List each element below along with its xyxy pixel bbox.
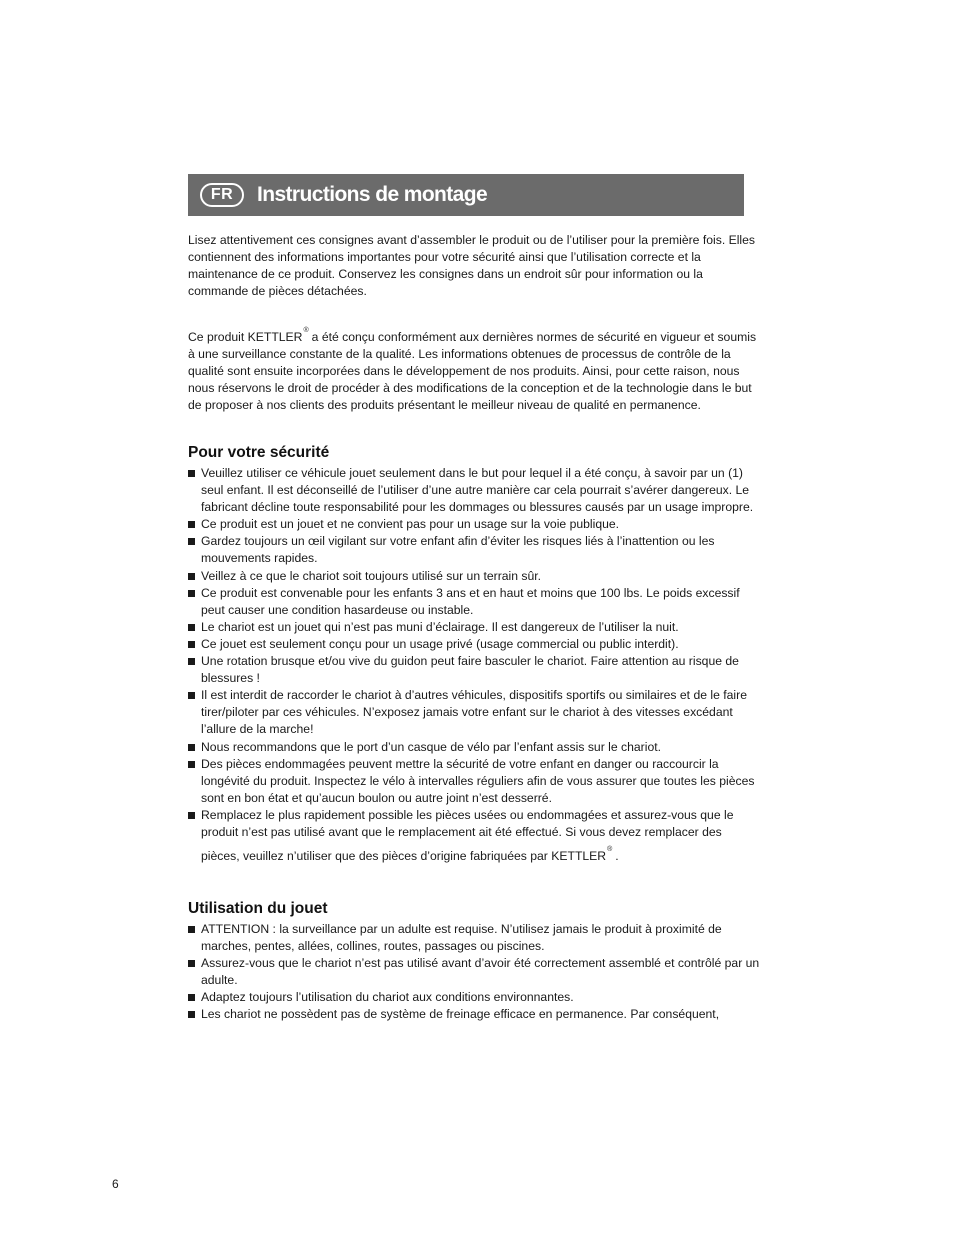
list-item: Assurez-vous que le chariot n’est pas utilisé avant d’avoir été correctement assemblé et contrôlé par un adulte. <box>188 955 763 989</box>
list-item <box>188 807 763 865</box>
list-item: Les chariot ne possèdent pas de système de freinage efficace en permanence. Par conséquent, <box>188 1006 763 1023</box>
list-item: Des pièces endommagées peuvent mettre la sécurité de votre enfant en danger ou raccourcir la longévité du produit. Inspectez le vélo à intervalles réguliers afin de vous assurer que toutes les pièces sont en bon état et qu’aucun boulon ou autre joint n’est desserré. <box>188 756 763 807</box>
safety-list <box>188 465 763 865</box>
list-item: ATTENTION : la surveillance par un adulte est requise. N’utilisez jamais le produit à proximité de marches, pentes, allées, collines, routes, passages ou piscines. <box>188 921 763 955</box>
language-badge: FR <box>200 183 244 207</box>
usage-list <box>188 921 763 1024</box>
list-item: Veillez à ce que le chariot soit toujours utilisé sur un terrain sûr. <box>188 568 763 585</box>
list-item-text: Remplacez le plus rapidement possible les pièces usées ou endommagées et assurez-vous que le produit n’est pas utilisé avant que le remplacement ait été effectué. Si vous devez remplacer des pièces, veuillez n’utiliser que des pièces d’origine fabriquées par KETTLER <box>201 807 734 864</box>
usage-heading: Utilisation du jouet <box>188 900 328 917</box>
list-item: Gardez toujours un œil vigilant sur votre enfant afin d’éviter les risques liés à l’inattention ou les mouvements rapides. <box>188 533 763 567</box>
section-banner <box>188 174 744 216</box>
list-item: Ce jouet est seulement conçu pour un usage privé (usage commercial ou public interdit). <box>188 636 763 653</box>
list-item: Il est interdit de raccorder le chariot à d’autres véhicules, dispositifs sportifs ou similaires et de le faire tirer/piloter par ces véhicules. N’exposez jamais votre enfant sur le chariot à des vitesses excédant l’allure de la marche! <box>188 687 763 738</box>
safety-list-block <box>188 465 763 865</box>
registered-mark: ® <box>303 327 309 334</box>
safety-heading: Pour votre sécurité <box>188 444 330 461</box>
list-item: Ce produit est convenable pour les enfants 3 ans et en haut et moins que 100 lbs. Le poids excessif peut causer une condition hasardeuse ou instable. <box>188 585 763 619</box>
product-text-start: Ce produit KETTLER <box>188 330 303 344</box>
intro-text: Lisez attentivement ces consignes avant d’assembler le produit ou de l’utiliser pour la première fois. Elles contiennent des informations importantes pour votre sécurité ainsi que l’utilisation correcte et la maintenance de ce produit. Conservez les consignes dans un endroit sûr pour information ou la commande de pièces détachées. <box>188 233 756 299</box>
product-text <box>188 322 763 414</box>
product-text-rest: a été conçu conformément aux dernières normes de sécurité en vigueur et soumis à une surveillance constante de la qualité. Les informations obtenues de processus de contrôle de la qualité sont ensuite incorporées dans le développement de nos produits. Ainsi, pour cette raison, nous nous réservons le droit de procéder à des modifications de la conception et de la technologie dans le but de proposer à nos clients des produits présentant le meilleur niveau de qualité en permanence. <box>188 330 757 413</box>
list-item: Ce produit est un jouet et ne convient pas pour un usage sur la voie publique. <box>188 516 763 533</box>
list-item: Adaptez toujours l’utilisation du chariot aux conditions environnantes. <box>188 989 763 1006</box>
list-item: Veuillez utiliser ce véhicule jouet seulement dans le but pour lequel il a été conçu, à savoir par un (1) seul enfant. Il est déconseillé de l’utiliser d’une autre manière car cela pourrait s’avérer dangereux. Le fabricant décline toute responsabilité pour les dommages ou blessures causés par un usage impropre. <box>188 465 763 516</box>
usage-list-block <box>188 921 763 1024</box>
product-paragraph <box>188 322 763 414</box>
list-item: Le chariot est un jouet qui n’est pas muni d’éclairage. Il est dangereux de l’utiliser la nuit. <box>188 619 763 636</box>
list-item-end: . <box>615 849 619 864</box>
page-number: 6 <box>112 1177 119 1191</box>
intro-paragraph <box>188 232 763 300</box>
page-title: Instructions de montage <box>257 183 488 206</box>
list-item: Nous recommandons que le port d’un casque de vélo par l’enfant assis sur le chariot. <box>188 739 763 756</box>
list-item: Une rotation brusque et/ou vive du guidon peut faire basculer le chariot. Faire attention au risque de blessures ! <box>188 653 763 687</box>
registered-mark: ® <box>607 846 613 854</box>
